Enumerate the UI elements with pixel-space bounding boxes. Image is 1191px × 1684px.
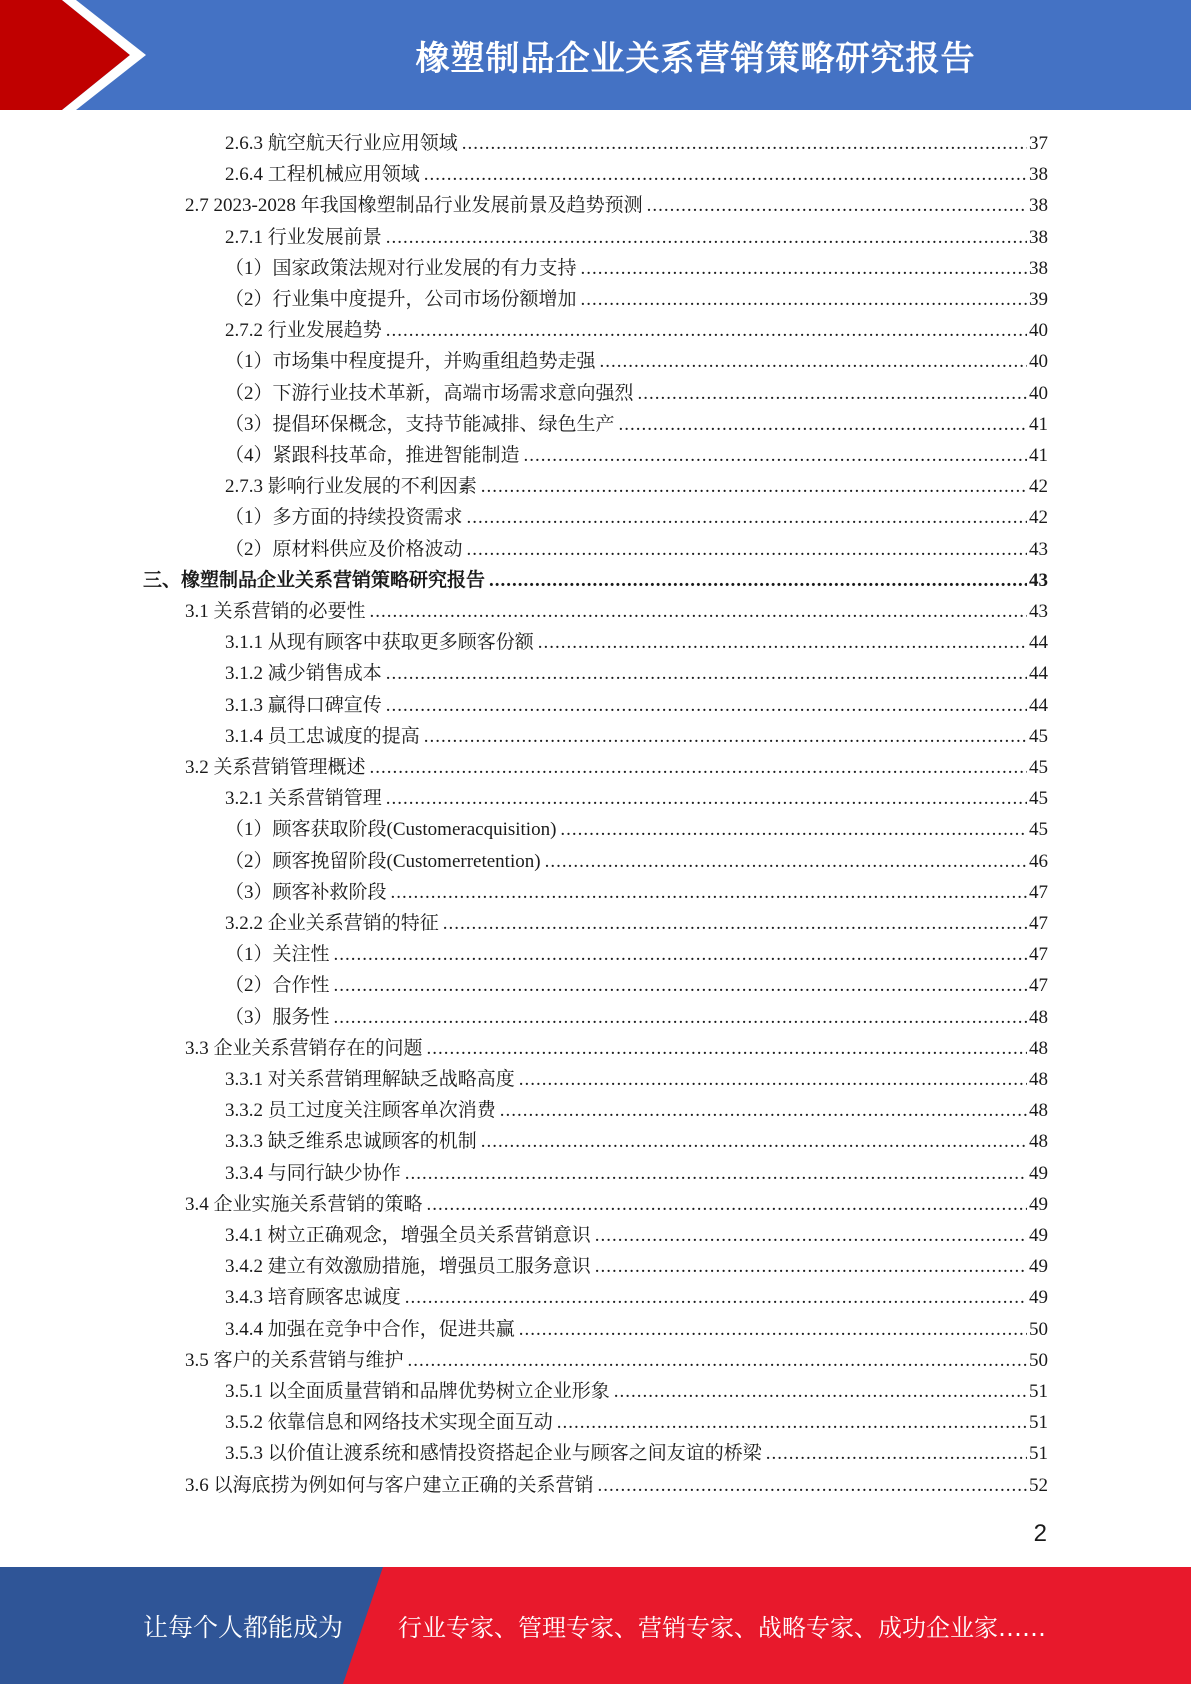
toc-entry-page: 52: [1029, 1474, 1048, 1496]
toc-entry-page: 49: [1029, 1162, 1048, 1184]
toc-entry-page: 49: [1029, 1225, 1048, 1246]
toc-entry-title: （3）提倡环保概念，支持节能减排、绿色生产: [225, 413, 615, 435]
toc-entry-title: 3.1 关系营销的必要性: [185, 601, 366, 622]
toc-entry[interactable]: [0, 1376, 1191, 1407]
toc-leader-dots: [500, 1095, 1027, 1126]
toc-entry[interactable]: [0, 1345, 1191, 1376]
toc-entry-page: 41: [1029, 413, 1048, 435]
toc-entry[interactable]: [0, 159, 1191, 190]
toc-leader-dots: [386, 783, 1027, 814]
toc-entry-page: 42: [1029, 476, 1048, 498]
toc-leader-dots: [427, 1033, 1027, 1064]
toc-entry-title: 3.5.3 以价值让渡系统和感情投资搭起企业与顾客之间友谊的桥梁: [225, 1443, 762, 1465]
toc-entry[interactable]: [0, 315, 1191, 346]
toc-entry[interactable]: [0, 1126, 1191, 1157]
toc-entry-page: 44: [1029, 632, 1048, 654]
toc-entry-page: 51: [1029, 1443, 1048, 1465]
toc-entry-page: 45: [1029, 725, 1048, 747]
toc-entry[interactable]: [0, 471, 1191, 502]
toc-entry-page: 43: [1029, 569, 1048, 591]
toc-leader-dots: [538, 627, 1027, 658]
toc-entry-page: 50: [1029, 1349, 1048, 1371]
toc-leader-dots: [405, 1282, 1027, 1313]
toc-entry[interactable]: [0, 783, 1191, 814]
toc-leader-dots: [766, 1438, 1027, 1469]
toc-entry[interactable]: [0, 1095, 1191, 1126]
toc-entry[interactable]: [0, 128, 1191, 159]
toc-leader-dots: [647, 190, 1027, 221]
toc-leader-dots: [581, 253, 1027, 284]
toc-entry[interactable]: [0, 190, 1191, 221]
toc-entry-page: 49: [1029, 1287, 1048, 1309]
toc-entry-title: 3.1.3 赢得口碑宣传: [225, 694, 382, 716]
toc-entry-title: 2.7.3 影响行业发展的不利因素: [225, 476, 477, 498]
toc-entry-title: 3.1.1 从现有顾客中获取更多顾客份额: [225, 632, 534, 654]
toc-entry-title: （3）服务性: [225, 1006, 330, 1028]
toc-leader-dots: [424, 721, 1027, 752]
toc-leader-dots: [545, 846, 1027, 877]
toc-entry-title: 3.4.4 加强在竞争中合作，促进共赢: [225, 1318, 515, 1340]
toc-entry[interactable]: [0, 378, 1191, 409]
toc-entry-title: （1）顾客获取阶段(Customeracquisition): [225, 819, 557, 841]
toc-leader-dots: [614, 1376, 1027, 1407]
toc-entry[interactable]: [0, 627, 1191, 658]
toc-entry-title: 3.4.1 树立正确观念，增强全员关系营销意识: [225, 1225, 591, 1246]
footer-slogan-right: 行业专家、管理专家、营销专家、战略专家、成功企业家……: [398, 1614, 1046, 1642]
toc-entry-title: 3.1.4 员工忠诚度的提高: [225, 725, 420, 747]
toc-leader-dots: [424, 159, 1027, 190]
toc-leader-dots: [619, 409, 1027, 440]
toc-entry-page: 48: [1029, 1100, 1048, 1122]
toc-entry-title: 2.6.3 航空航天行业应用领域: [225, 133, 458, 154]
toc-entry-page: 40: [1029, 351, 1048, 373]
toc-entry-title: 3.4.3 培育顾客忠诚度: [225, 1287, 401, 1309]
page-header: [0, 0, 1191, 110]
toc-leader-dots: [581, 284, 1027, 315]
toc-entry-page: 38: [1029, 226, 1048, 248]
page-footer: [0, 1567, 1191, 1684]
toc-entry-title: 3.3 企业关系营销存在的问题: [185, 1037, 423, 1059]
toc-entry-page: 44: [1029, 663, 1048, 685]
toc-entry-title: （2）原材料供应及价格波动: [225, 538, 463, 560]
toc-entry[interactable]: [0, 253, 1191, 284]
toc-entry-page: 48: [1029, 1037, 1048, 1059]
toc-entry-page: 45: [1029, 788, 1048, 810]
page-number: 2: [1033, 1520, 1047, 1547]
toc-entry-title: 3.3.1 对关系营销理解缺乏战略高度: [225, 1069, 515, 1090]
toc-entry-title: 3.5.2 依靠信息和网络技术实现全面互动: [225, 1412, 553, 1434]
toc-entry-title: （2）下游行业技术革新，高端市场需求意向强烈: [225, 382, 634, 404]
toc-entry-title: 3.2 关系营销管理概述: [185, 757, 366, 778]
toc-entry[interactable]: [0, 1407, 1191, 1438]
toc-entry-page: 47: [1029, 881, 1048, 903]
toc-leader-dots: [557, 1407, 1027, 1438]
toc-entry-page: 51: [1029, 1381, 1048, 1402]
toc-entry-page: 42: [1029, 507, 1048, 529]
toc-leader-dots: [600, 346, 1027, 377]
toc-entry[interactable]: [0, 752, 1191, 783]
toc-leader-dots: [386, 315, 1027, 346]
toc-entry[interactable]: [0, 908, 1191, 939]
toc-entry-page: 44: [1029, 694, 1048, 716]
toc-leader-dots: [519, 1064, 1027, 1095]
toc-entry-page: 47: [1029, 975, 1048, 997]
toc-leader-dots: [467, 502, 1027, 533]
toc-leader-dots: [524, 440, 1027, 471]
toc-entry[interactable]: [0, 1002, 1191, 1033]
toc-entry[interactable]: [0, 440, 1191, 471]
toc-entry-title: 3.4.2 建立有效激励措施，增强员工服务意识: [225, 1256, 591, 1278]
toc-entry-page: 40: [1029, 320, 1048, 342]
toc-leader-dots: [462, 128, 1027, 159]
toc-entry[interactable]: [0, 565, 1191, 596]
toc-leader-dots: [334, 939, 1027, 970]
toc-entry-title: （2）顾客挽留阶段(Customerretention): [225, 850, 541, 872]
header-title: 橡塑制品企业关系营销策略研究报告: [415, 38, 976, 79]
toc-leader-dots: [443, 908, 1027, 939]
toc-entry[interactable]: [0, 502, 1191, 533]
toc-entry-title: 3.5 客户的关系营销与维护: [185, 1349, 404, 1371]
toc-entry[interactable]: [0, 284, 1191, 315]
toc-leader-dots: [405, 1158, 1027, 1189]
toc-entry[interactable]: [0, 1189, 1191, 1220]
toc-entry[interactable]: [0, 596, 1191, 627]
toc-leader-dots: [595, 1251, 1027, 1282]
toc-entry-title: 3.2.1 关系营销管理: [225, 788, 382, 810]
toc-entry[interactable]: [0, 939, 1191, 970]
toc-entry-page: 47: [1029, 913, 1048, 934]
toc-entry-title: 3.6 以海底捞为例如何与客户建立正确的关系营销: [185, 1474, 594, 1496]
toc-entry-title: （2）合作性: [225, 975, 330, 997]
toc-leader-dots: [386, 690, 1027, 721]
toc-entry-page: 38: [1029, 195, 1048, 217]
toc-entry[interactable]: [0, 846, 1191, 877]
toc-leader-dots: [386, 222, 1027, 253]
toc-entry-title: 三、橡塑制品企业关系营销策略研究报告: [143, 569, 486, 591]
toc-leader-dots: [370, 596, 1027, 627]
toc-leader-dots: [481, 1126, 1027, 1157]
toc-leader-dots: [598, 1470, 1027, 1501]
toc-entry-title: （1）市场集中程度提升，并购重组趋势走强: [225, 351, 596, 373]
toc-leader-dots: [519, 1314, 1027, 1345]
toc-entry-page: 39: [1029, 289, 1048, 310]
footer-slogan-left: 让每个人都能成为: [143, 1612, 344, 1642]
toc-entry[interactable]: [0, 409, 1191, 440]
toc-entry-title: 2.7.1 行业发展前景: [225, 226, 382, 248]
toc-entry[interactable]: [0, 346, 1191, 377]
toc-leader-dots: [427, 1189, 1027, 1220]
toc-entry-title: 3.3.2 员工过度关注顾客单次消费: [225, 1100, 496, 1122]
toc-entry-title: 3.3.4 与同行缺少协作: [225, 1162, 401, 1184]
toc-entry[interactable]: [0, 1220, 1191, 1251]
toc-entry-title: 3.1.2 减少销售成本: [225, 663, 382, 685]
toc-entry-title: 3.2.2 企业关系营销的特征: [225, 913, 439, 934]
toc-entry-page: 41: [1029, 445, 1048, 466]
toc-entry[interactable]: [0, 690, 1191, 721]
toc-entry-title: （3）顾客补救阶段: [225, 881, 387, 903]
toc-entry-title: （1）国家政策法规对行业发展的有力支持: [225, 257, 577, 279]
toc-leader-dots: [334, 1002, 1027, 1033]
toc-entry[interactable]: [0, 970, 1191, 1001]
toc-entry[interactable]: [0, 1251, 1191, 1282]
toc-entry-page: 48: [1029, 1069, 1048, 1090]
toc-leader-dots: [408, 1345, 1027, 1376]
toc-entry-page: 49: [1029, 1256, 1048, 1278]
toc-entry-page: 48: [1029, 1006, 1048, 1028]
toc-entry-page: 38: [1029, 257, 1048, 279]
toc-leader-dots: [386, 658, 1027, 689]
toc-entry[interactable]: [0, 1158, 1191, 1189]
toc-entry-page: 50: [1029, 1318, 1048, 1340]
toc-leader-dots: [334, 970, 1027, 1001]
toc-entry-page: 40: [1029, 382, 1048, 404]
toc-entry[interactable]: [0, 658, 1191, 689]
toc-entry-title: （4）紧跟科技革命，推进智能制造: [225, 445, 520, 466]
toc-leader-dots: [481, 471, 1027, 502]
toc-entry-page: 48: [1029, 1131, 1048, 1153]
toc-leader-dots: [638, 378, 1027, 409]
toc-entry-page: 43: [1029, 601, 1048, 622]
toc-entry-title: 3.3.3 缺乏维系忠诚顾客的机制: [225, 1131, 477, 1153]
toc-entry-page: 47: [1029, 944, 1048, 966]
toc-entry-page: 49: [1029, 1193, 1048, 1215]
toc-leader-dots: [467, 534, 1027, 565]
header-arrow-decoration: [0, 0, 200, 110]
toc-entry-title: （1）关注性: [225, 944, 330, 966]
toc-leader-dots: [489, 565, 1027, 596]
toc-entry[interactable]: [0, 814, 1191, 845]
toc-entry-page: 45: [1029, 819, 1048, 841]
toc-leader-dots: [391, 877, 1027, 908]
toc-entry-title: 2.7 2023-2028 年我国橡塑制品行业发展前景及趋势预测: [185, 195, 643, 217]
toc-entry[interactable]: [0, 1033, 1191, 1064]
toc-entry[interactable]: [0, 222, 1191, 253]
toc-entry-title: 3.4 企业实施关系营销的策略: [185, 1193, 423, 1215]
toc-entry[interactable]: [0, 721, 1191, 752]
toc-entry[interactable]: [0, 534, 1191, 565]
toc-leader-dots: [370, 752, 1027, 783]
toc-entry[interactable]: [0, 1314, 1191, 1345]
toc-entry[interactable]: [0, 1064, 1191, 1095]
toc-entry-page: 38: [1029, 164, 1048, 186]
toc-entry-title: 3.5.1 以全面质量营销和品牌优势树立企业形象: [225, 1381, 610, 1402]
toc-entry-title: 2.7.2 行业发展趋势: [225, 320, 382, 342]
toc-entry[interactable]: [0, 1438, 1191, 1469]
toc-leader-dots: [560, 814, 1027, 845]
toc-entry-title: （2）行业集中度提升，公司市场份额增加: [225, 289, 577, 310]
toc-leader-dots: [595, 1220, 1027, 1251]
toc-entry-page: 46: [1029, 850, 1048, 872]
toc-entry[interactable]: [0, 1470, 1191, 1501]
toc-entry[interactable]: [0, 877, 1191, 908]
toc-entry-page: 51: [1029, 1412, 1048, 1434]
toc-entry-page: 43: [1029, 538, 1048, 560]
toc-entry-page: 45: [1029, 757, 1048, 778]
toc-entry[interactable]: [0, 1282, 1191, 1313]
toc-entry-title: （1）多方面的持续投资需求: [225, 507, 463, 529]
toc-entry-page: 37: [1029, 133, 1048, 154]
toc-entry-title: 2.6.4 工程机械应用领域: [225, 164, 420, 186]
